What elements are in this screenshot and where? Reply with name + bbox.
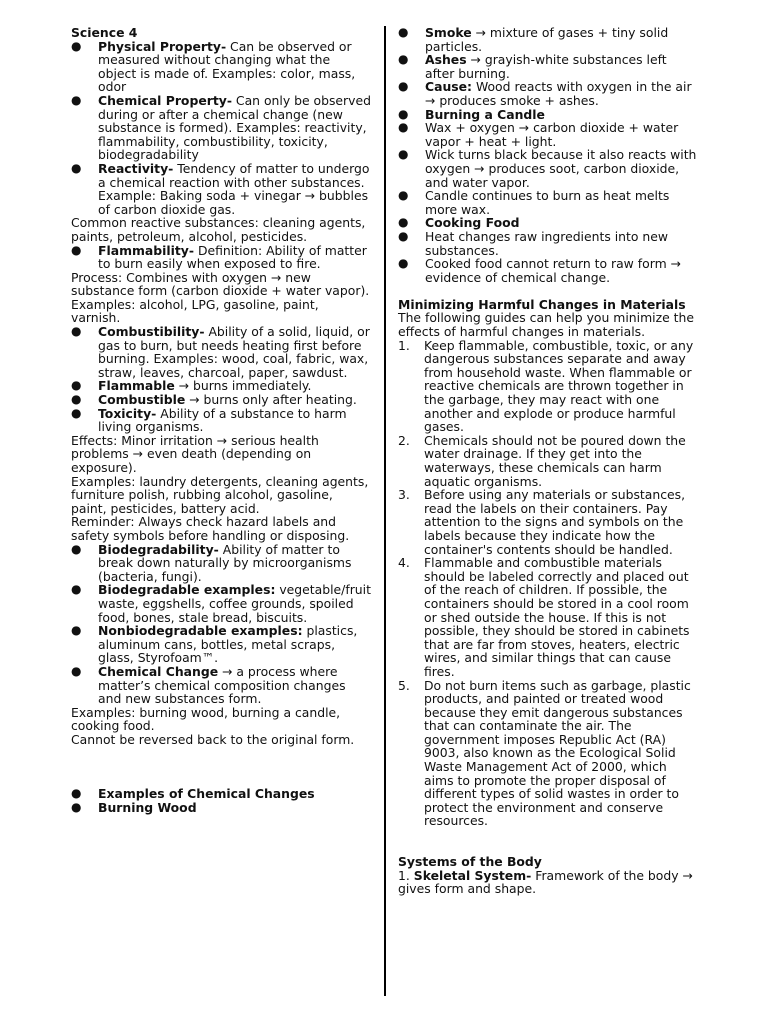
term: Smoke xyxy=(425,25,472,40)
term: Chemical Change xyxy=(98,663,219,679)
list-item-physical-property xyxy=(71,40,371,94)
numbered-item-4 xyxy=(398,556,698,678)
item-number: 1. xyxy=(398,337,410,353)
paragraph-minimizing-intro: The following guides can help you minimize the effects of harmful changes in materials. xyxy=(398,310,695,340)
list-item-biodegradable-examples xyxy=(71,583,371,624)
list-item-wax: ● Wax + oxygen → carbon dioxide + water vapor + heat + light. xyxy=(398,121,698,148)
numbered-guides-list xyxy=(398,339,698,828)
list-item-candle-continues: ● Candle continues to burn as heat melts more wax. xyxy=(398,189,698,216)
list-item-combustibility xyxy=(71,325,371,379)
item-text: Chemicals should not be poured down the water drainage. If they get into the waterways, these chemicals can harm aquatic organisms. xyxy=(424,432,686,489)
term: Skeletal System- xyxy=(413,867,532,883)
definition: → burns only after heating. xyxy=(185,392,357,408)
paragraph-cannot-be-reversed: Cannot be reversed back to the original form. xyxy=(71,731,355,747)
term: Flammability- xyxy=(98,242,195,258)
item-text: Flammable and combustible materials should be labeled correctly and placed out of the reach of children. If possible, the containers should be stored in a cool room or shed outside the house. If this is not possible, they should be stored in cabinets that are far from stoves, heaters, electric wires, and similar things that can cause fires. xyxy=(424,555,690,679)
numbered-item-5 xyxy=(398,679,698,829)
definition: Wood reacts with oxygen in the air → produces smoke + ashes. xyxy=(425,79,692,108)
paragraph-flammability-examples: Examples: alcohol, LPG, gasoline, paint, varnish. xyxy=(71,296,319,326)
definition: Can only be observed during or after a chemical change (new substance is formed). Examples: reactivity, flammability, combustibility, toxicity, biodegradability xyxy=(98,92,371,163)
list-item-cooked-food: ● Cooked food cannot return to raw form → evidence of chemical change. xyxy=(398,257,698,284)
list-item-burning-candle: ● Burning a Candle xyxy=(398,108,698,122)
list-item-reactivity xyxy=(71,162,371,216)
definition: Ability of a substance to harm living organisms. xyxy=(98,405,347,435)
list-item-flammable xyxy=(71,379,371,393)
paragraph-chemical-change-examples: Examples: burning wood, burning a candle, cooking food. xyxy=(71,704,341,734)
term: Cause: xyxy=(425,79,473,95)
numbered-item-3 xyxy=(398,488,698,556)
term: Toxicity- xyxy=(98,405,157,421)
definition: vegetable/fruit waste, eggshells, coffee grounds, spoiled food, bones, stale bread, biscuits. xyxy=(98,582,371,625)
term: Chemical Property- xyxy=(98,92,232,108)
definition: Ability of matter to break down naturally by microorganisms (bacteria, fungi). xyxy=(98,541,352,584)
definition: Can be observed or measured without changing what the object is made of. Examples: color, mass, odor xyxy=(98,38,356,95)
list-item-combustible xyxy=(71,393,371,407)
term: Ashes xyxy=(425,52,467,68)
item-number: 5. xyxy=(398,677,410,693)
item-text: Keep flammable, combustible, toxic, or any dangerous substances separate and away from household waste. When flammable or reactive chemicals are thrown together in the garbage, they may react with one another and explode or produce harmful gases. xyxy=(424,337,694,435)
list-item-biodegradability xyxy=(71,543,371,584)
term: Nonbiodegradable examples: xyxy=(98,623,303,639)
list-item-heat-changes: ● Heat changes raw ingredients into new substances. xyxy=(398,230,698,257)
definition: → mixture of gases + tiny solid particles. xyxy=(425,25,669,54)
paragraph-effects: Effects: Minor irritation → serious health problems → even death (depending on exposure). xyxy=(71,432,319,475)
left-column xyxy=(71,26,371,814)
list-item-wick: ● Wick turns black because it also reacts with oxygen → produces soot, carbon dioxide, and water vapor. xyxy=(398,148,698,189)
term: Biodegradable examples: xyxy=(98,582,276,598)
definition: Tendency of matter to undergo a chemical reaction with other substances. Example: Baking soda + vinegar → bubbles of carbon dioxide gas. xyxy=(98,160,370,217)
list-item-toxicity xyxy=(71,407,371,434)
term: Combustibility- xyxy=(98,324,205,340)
paragraph-skeletal-system xyxy=(398,869,698,896)
term: Biodegradability- xyxy=(98,541,219,557)
list-item-smoke xyxy=(398,26,698,53)
item-text: Before using any materials or substances, read the labels on their containers. Pay attention to the signs and symbols on the labels because they indicate how the container's contents should be handled. xyxy=(424,487,686,557)
list-item-flammability xyxy=(71,244,371,271)
section-heading-minimizing: Minimizing Harmful Changes in Materials xyxy=(398,296,686,312)
term: Combustible xyxy=(98,392,186,408)
definition: Framework of the body → gives form and shape. xyxy=(398,867,693,897)
item-text: Do not burn items such as garbage, plastic products, and painted or treated wood because they emit dangerous substances that can contaminate the air. The government imposes Republic Act (RA) 9003, also known as the Ecological Solid Waste Management Act of 2000, which aims to promote the proper disposal of different types of solid wastes in order to protect the environment and conserve resources. xyxy=(424,677,691,829)
section-heading-systems: Systems of the Body xyxy=(398,854,542,870)
term: Reactivity- xyxy=(98,160,174,176)
definition: → burns immediately. xyxy=(174,378,312,394)
document-title: Science 4 xyxy=(71,25,138,40)
list-item-burning-wood: ● Burning Wood xyxy=(71,801,371,815)
definition: Ability of a solid, liquid, or gas to burn, but needs heating first before burning. Examples: wood, coal, fabric, wax, straw, leaves, charcoal, paper, sawdust. xyxy=(98,324,370,380)
list-item-ashes xyxy=(398,53,698,80)
numbered-item-1 xyxy=(398,339,698,434)
list-item-examples-heading: ● Examples of Chemical Changes xyxy=(71,787,371,801)
paragraph-reminder: Reminder: Always check hazard labels and safety symbols before handling or disposing. xyxy=(71,514,350,543)
definition: plastics, aluminum cans, bottles, metal scraps, glass, Styrofoam™. xyxy=(98,623,358,666)
list-item-cause xyxy=(398,80,698,107)
item-number: 3. xyxy=(398,487,410,503)
paragraph-toxicity-examples: Examples: laundry detergents, cleaning agents, furniture polish, rubbing alcohol, gasoline, paint, pesticides, battery acid. xyxy=(71,473,369,516)
definition: Definition: Ability of matter to burn easily when exposed to fire. xyxy=(98,242,367,272)
column-divider xyxy=(384,26,386,996)
numbered-item-2 xyxy=(398,434,698,488)
definition: → grayish-white substances left after burning. xyxy=(425,52,667,81)
item-number: 2. xyxy=(398,432,410,448)
term: Physical Property- xyxy=(98,38,227,54)
term: Flammable xyxy=(98,378,175,394)
paragraph-process: Process: Combines with oxygen → new substance form (carbon dioxide + water vapor). xyxy=(71,269,370,299)
list-item-chemical-change xyxy=(71,665,371,706)
list-item-cooking-food: ● Cooking Food xyxy=(398,216,698,230)
list-item-chemical-property xyxy=(71,94,371,162)
item-number: 4. xyxy=(398,555,410,571)
definition: → a process where matter’s chemical composition changes and new substances form. xyxy=(98,663,346,707)
list-item-nonbiodegradable-examples xyxy=(71,624,371,665)
right-column xyxy=(398,26,698,896)
item-number: 1. xyxy=(398,867,410,883)
paragraph-common-reactive: Common reactive substances: cleaning agents, paints, petroleum, alcohol, pesticides. xyxy=(71,215,366,244)
